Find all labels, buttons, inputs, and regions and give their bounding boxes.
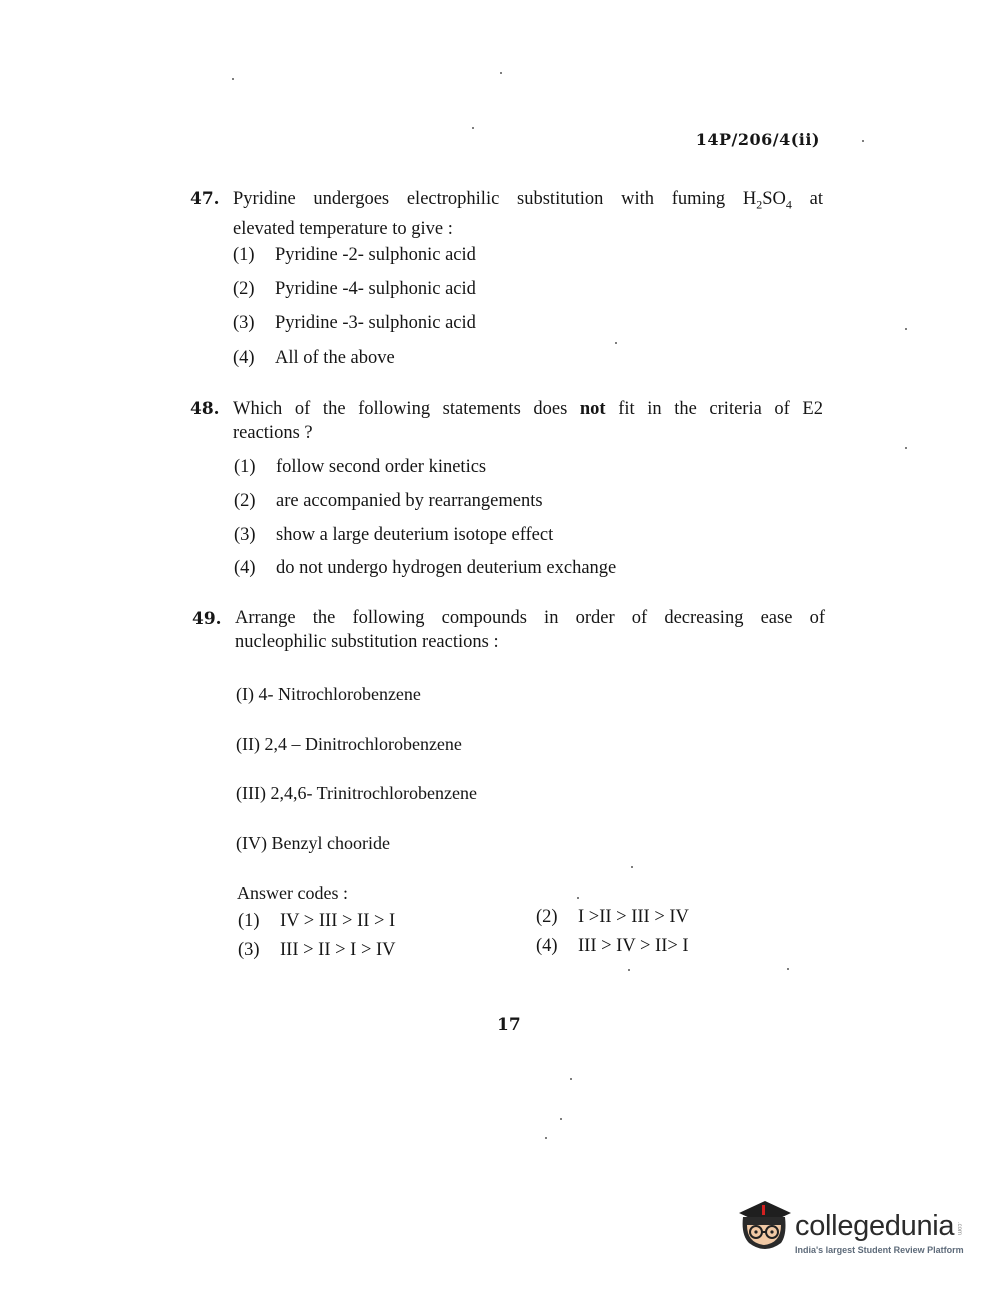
option-49-3: (3) III > II > I > IV	[238, 940, 396, 960]
question-number-47: 47.	[190, 189, 220, 209]
option-47-2: (2) Pyridine -4- sulphonic acid	[233, 279, 476, 299]
scan-speck	[500, 72, 502, 74]
page-number: 17	[497, 1015, 521, 1035]
paper-code: 14P/206/4(ii)	[695, 130, 820, 149]
scan-speck	[905, 328, 907, 330]
option-47-1: (1) Pyridine -2- sulphonic acid	[233, 245, 476, 265]
compound-item: (III) 2,4,6- Trinitrochlorobenzene	[236, 783, 477, 803]
scan-speck	[577, 897, 579, 899]
option-48-2: (2) are accompanied by rearrangements	[234, 491, 543, 511]
option-47-4: (4) All of the above	[233, 348, 395, 368]
option-49-4: (4) III > IV > II> I	[536, 936, 689, 956]
question-number-48: 48.	[190, 399, 220, 419]
collegedunia-domain: .com	[956, 1222, 962, 1236]
scan-speck	[560, 1118, 562, 1120]
scan-speck	[232, 78, 234, 80]
question-number-49: 49.	[192, 609, 222, 629]
collegedunia-wordmark: collegedunia	[795, 1210, 955, 1242]
option-49-1: (1) IV > III > II > I	[238, 911, 396, 931]
scan-speck	[905, 447, 907, 449]
scan-speck	[570, 1078, 572, 1080]
option-48-1: (1) follow second order kinetics	[234, 457, 487, 477]
collegedunia-mascot-icon	[735, 1195, 793, 1255]
scan-speck	[545, 1137, 547, 1139]
option-48-3: (3) show a large deuterium isotope effect	[234, 525, 554, 545]
scan-speck	[628, 969, 630, 971]
option-48-4: (4) do not undergo hydrogen deuterium exchange	[234, 558, 617, 578]
question-text-48: Which of the following statements does not fit in the criteria of E2 reactions ?	[233, 399, 823, 443]
scan-speck	[472, 127, 474, 129]
option-47-3: (3) Pyridine -3- sulphonic acid	[233, 313, 476, 333]
scan-speck	[787, 968, 789, 970]
compound-item: (I) 4- Nitrochlorobenzene	[236, 684, 421, 704]
scan-speck	[631, 866, 633, 868]
question-text-47: Pyridine undergoes electrophilic substitution with fuming $H_2SO_4$ at elevated temperature to give :	[233, 189, 823, 239]
scan-speck	[615, 342, 617, 344]
scan-speck	[862, 140, 864, 142]
collegedunia-tagline: India's largest Student Review Platform	[795, 1245, 964, 1255]
question-text-49: Arrange the following compounds in order of decreasing ease of nucleophilic substitution reactions :	[235, 608, 825, 652]
compound-item: (IV) Benzyl chooride	[236, 833, 390, 853]
answer-codes-label: Answer codes :	[237, 883, 348, 903]
option-49-2: (2) I >II > III > IV	[536, 907, 689, 927]
compound-item: (II) 2,4 – Dinitrochlorobenzene	[236, 734, 462, 754]
